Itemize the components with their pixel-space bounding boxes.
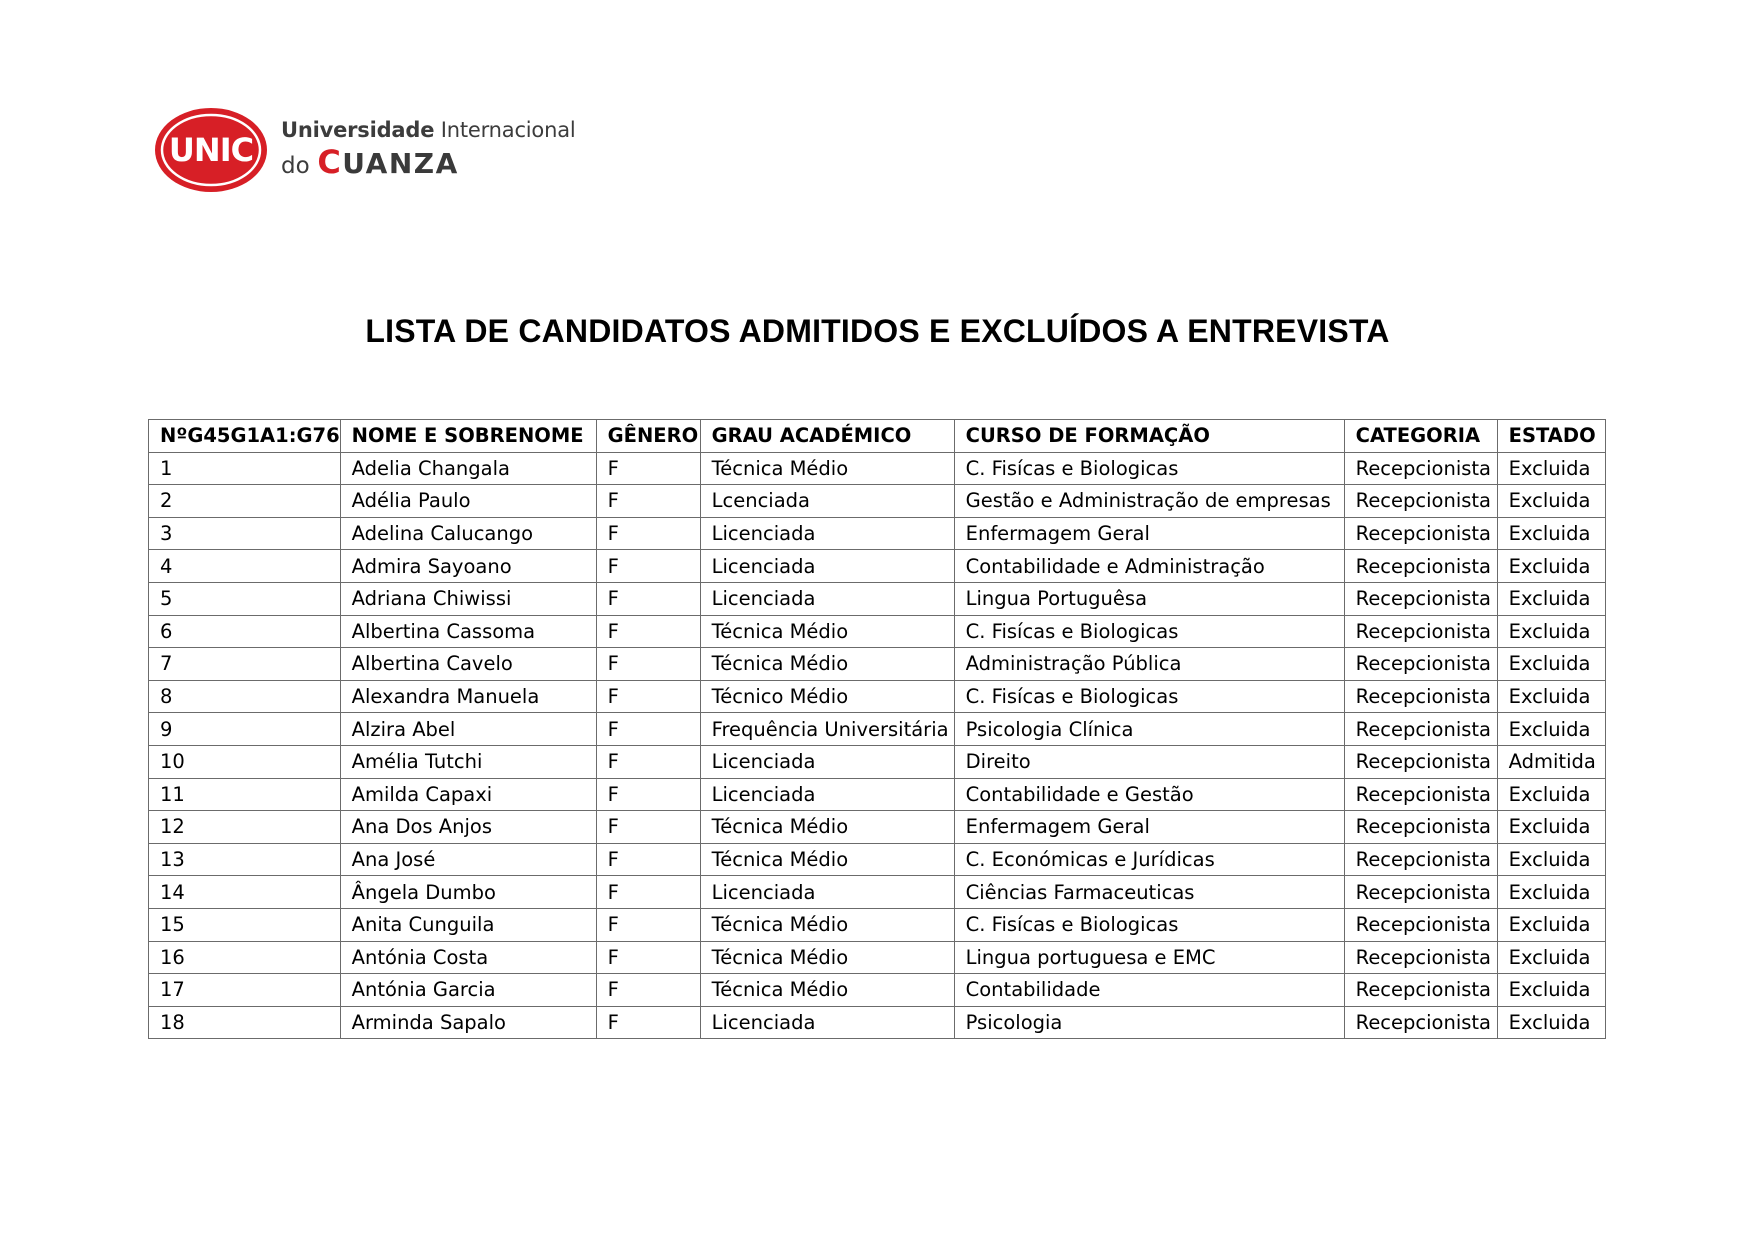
category-cell: Recepcionista bbox=[1344, 648, 1497, 681]
candidate-name-cell: Antónia Garcia bbox=[340, 974, 596, 1007]
table-header-row bbox=[149, 420, 1606, 453]
row-number-cell: 7 bbox=[149, 648, 341, 681]
table-row bbox=[149, 713, 1606, 746]
training-course-cell: Direito bbox=[954, 745, 1344, 778]
gender-cell: F bbox=[596, 745, 700, 778]
academic-degree-cell: Lcenciada bbox=[700, 485, 954, 518]
gender-cell: F bbox=[596, 550, 700, 583]
category-cell: Recepcionista bbox=[1344, 876, 1497, 909]
academic-degree-cell: Técnica Médio bbox=[700, 908, 954, 941]
training-course-cell: Psicologia bbox=[954, 1006, 1344, 1039]
table-row bbox=[149, 843, 1606, 876]
training-course-cell: C. Fisícas e Biologicas bbox=[954, 680, 1344, 713]
status-cell: Excluida bbox=[1497, 452, 1605, 485]
category-cell: Recepcionista bbox=[1344, 550, 1497, 583]
gender-cell: F bbox=[596, 615, 700, 648]
col-degree-header: GRAU ACADÉMICO bbox=[700, 420, 954, 453]
candidate-name-cell: Adélia Paulo bbox=[340, 485, 596, 518]
row-number-cell: 9 bbox=[149, 713, 341, 746]
col-category-header: CATEGORIA bbox=[1344, 420, 1497, 453]
candidate-name-cell: Anita Cunguila bbox=[340, 908, 596, 941]
university-logo bbox=[153, 105, 593, 195]
category-cell: Recepcionista bbox=[1344, 974, 1497, 1007]
logo-cuanza bbox=[317, 143, 459, 181]
gender-cell: F bbox=[596, 680, 700, 713]
status-cell: Admitida bbox=[1497, 745, 1605, 778]
academic-degree-cell: Técnica Médio bbox=[700, 974, 954, 1007]
status-cell: Excluida bbox=[1497, 843, 1605, 876]
status-cell: Excluida bbox=[1497, 876, 1605, 909]
col-name-header: NOME E SOBRENOME bbox=[340, 420, 596, 453]
candidates-table bbox=[148, 419, 1606, 1039]
candidate-name-cell: Antónia Costa bbox=[340, 941, 596, 974]
training-course-cell: Psicologia Clínica bbox=[954, 713, 1344, 746]
category-cell: Recepcionista bbox=[1344, 713, 1497, 746]
logo-mark-text: UNIC bbox=[168, 131, 254, 169]
training-course-cell: C. Fisícas e Biologicas bbox=[954, 908, 1344, 941]
training-course-cell: Contabilidade e Administração bbox=[954, 550, 1344, 583]
col-number-header: NºG45G1A1:G76 bbox=[149, 420, 341, 453]
training-course-cell: Administração Pública bbox=[954, 648, 1344, 681]
table-row bbox=[149, 745, 1606, 778]
table-body bbox=[149, 452, 1606, 1039]
table-row bbox=[149, 778, 1606, 811]
table-row bbox=[149, 648, 1606, 681]
candidate-name-cell: Amélia Tutchi bbox=[340, 745, 596, 778]
logo-universidade: Universidade bbox=[281, 118, 435, 142]
table-row bbox=[149, 974, 1606, 1007]
candidate-name-cell: Alexandra Manuela bbox=[340, 680, 596, 713]
logo-line-1 bbox=[281, 117, 576, 143]
candidate-name-cell: Ana Dos Anjos bbox=[340, 811, 596, 844]
academic-degree-cell: Técnica Médio bbox=[700, 615, 954, 648]
academic-degree-cell: Licenciada bbox=[700, 582, 954, 615]
table-row bbox=[149, 452, 1606, 485]
row-number-cell: 3 bbox=[149, 517, 341, 550]
row-number-cell: 10 bbox=[149, 745, 341, 778]
gender-cell: F bbox=[596, 974, 700, 1007]
academic-degree-cell: Licenciada bbox=[700, 778, 954, 811]
status-cell: Excluida bbox=[1497, 908, 1605, 941]
category-cell: Recepcionista bbox=[1344, 517, 1497, 550]
candidate-name-cell: Albertina Cavelo bbox=[340, 648, 596, 681]
training-course-cell: Enfermagem Geral bbox=[954, 811, 1344, 844]
col-gender-header: GÊNERO bbox=[596, 420, 700, 453]
status-cell: Excluida bbox=[1497, 517, 1605, 550]
candidate-name-cell: Albertina Cassoma bbox=[340, 615, 596, 648]
academic-degree-cell: Licenciada bbox=[700, 517, 954, 550]
gender-cell: F bbox=[596, 485, 700, 518]
status-cell: Excluida bbox=[1497, 615, 1605, 648]
category-cell: Recepcionista bbox=[1344, 843, 1497, 876]
candidate-name-cell: Adelia Changala bbox=[340, 452, 596, 485]
table-row bbox=[149, 1006, 1606, 1039]
candidate-name-cell: Adelina Calucango bbox=[340, 517, 596, 550]
training-course-cell: Enfermagem Geral bbox=[954, 517, 1344, 550]
candidate-name-cell: Adriana Chiwissi bbox=[340, 582, 596, 615]
category-cell: Recepcionista bbox=[1344, 1006, 1497, 1039]
logo-cuanza-rest: UANZA bbox=[342, 147, 459, 180]
logo-wordmark bbox=[281, 117, 576, 183]
table-row bbox=[149, 680, 1606, 713]
training-course-cell: C. Fisícas e Biologicas bbox=[954, 615, 1344, 648]
row-number-cell: 5 bbox=[149, 582, 341, 615]
table-row bbox=[149, 582, 1606, 615]
training-course-cell: C. Fisícas e Biologicas bbox=[954, 452, 1344, 485]
academic-degree-cell: Técnico Médio bbox=[700, 680, 954, 713]
gender-cell: F bbox=[596, 941, 700, 974]
candidate-name-cell: Ângela Dumbo bbox=[340, 876, 596, 909]
status-cell: Excluida bbox=[1497, 778, 1605, 811]
training-course-cell: Contabilidade e Gestão bbox=[954, 778, 1344, 811]
col-course-header: CURSO DE FORMAÇÃO bbox=[954, 420, 1344, 453]
training-course-cell: Ciências Farmaceuticas bbox=[954, 876, 1344, 909]
training-course-cell: Lingua portuguesa e EMC bbox=[954, 941, 1344, 974]
candidate-name-cell: Admira Sayoano bbox=[340, 550, 596, 583]
status-cell: Excluida bbox=[1497, 974, 1605, 1007]
category-cell: Recepcionista bbox=[1344, 615, 1497, 648]
table-row bbox=[149, 517, 1606, 550]
row-number-cell: 1 bbox=[149, 452, 341, 485]
logo-internacional: Internacional bbox=[440, 118, 576, 142]
status-cell: Excluida bbox=[1497, 648, 1605, 681]
logo-cuanza-initial: C bbox=[317, 143, 343, 181]
row-number-cell: 6 bbox=[149, 615, 341, 648]
logo-line-2 bbox=[281, 145, 576, 183]
training-course-cell: Lingua Portuguêsa bbox=[954, 582, 1344, 615]
row-number-cell: 16 bbox=[149, 941, 341, 974]
row-number-cell: 15 bbox=[149, 908, 341, 941]
status-cell: Excluida bbox=[1497, 1006, 1605, 1039]
table-row bbox=[149, 485, 1606, 518]
training-course-cell: C. Económicas e Jurídicas bbox=[954, 843, 1344, 876]
category-cell: Recepcionista bbox=[1344, 680, 1497, 713]
academic-degree-cell: Licenciada bbox=[700, 1006, 954, 1039]
academic-degree-cell: Técnica Médio bbox=[700, 843, 954, 876]
academic-degree-cell: Técnica Médio bbox=[700, 811, 954, 844]
row-number-cell: 14 bbox=[149, 876, 341, 909]
status-cell: Excluida bbox=[1497, 485, 1605, 518]
gender-cell: F bbox=[596, 908, 700, 941]
gender-cell: F bbox=[596, 713, 700, 746]
gender-cell: F bbox=[596, 648, 700, 681]
gender-cell: F bbox=[596, 1006, 700, 1039]
row-number-cell: 18 bbox=[149, 1006, 341, 1039]
status-cell: Excluida bbox=[1497, 811, 1605, 844]
candidate-name-cell: Arminda Sapalo bbox=[340, 1006, 596, 1039]
training-course-cell: Gestão e Administração de empresas bbox=[954, 485, 1344, 518]
training-course-cell: Contabilidade bbox=[954, 974, 1344, 1007]
gender-cell: F bbox=[596, 582, 700, 615]
document-title: LISTA DE CANDIDATOS ADMITIDOS E EXCLUÍDOS A ENTREVISTA bbox=[365, 313, 1390, 349]
category-cell: Recepcionista bbox=[1344, 452, 1497, 485]
category-cell: Recepcionista bbox=[1344, 941, 1497, 974]
academic-degree-cell: Técnica Médio bbox=[700, 648, 954, 681]
category-cell: Recepcionista bbox=[1344, 778, 1497, 811]
academic-degree-cell: Licenciada bbox=[700, 550, 954, 583]
academic-degree-cell: Técnica Médio bbox=[700, 452, 954, 485]
table-row bbox=[149, 876, 1606, 909]
unic-logo-mark bbox=[153, 105, 269, 195]
table-row bbox=[149, 550, 1606, 583]
table-row bbox=[149, 615, 1606, 648]
table-row bbox=[149, 908, 1606, 941]
row-number-cell: 4 bbox=[149, 550, 341, 583]
row-number-cell: 13 bbox=[149, 843, 341, 876]
gender-cell: F bbox=[596, 843, 700, 876]
category-cell: Recepcionista bbox=[1344, 485, 1497, 518]
candidate-name-cell: Ana José bbox=[340, 843, 596, 876]
status-cell: Excluida bbox=[1497, 941, 1605, 974]
row-number-cell: 17 bbox=[149, 974, 341, 1007]
gender-cell: F bbox=[596, 876, 700, 909]
academic-degree-cell: Técnica Médio bbox=[700, 941, 954, 974]
status-cell: Excluida bbox=[1497, 713, 1605, 746]
row-number-cell: 2 bbox=[149, 485, 341, 518]
gender-cell: F bbox=[596, 452, 700, 485]
academic-degree-cell: Licenciada bbox=[700, 876, 954, 909]
category-cell: Recepcionista bbox=[1344, 582, 1497, 615]
category-cell: Recepcionista bbox=[1344, 745, 1497, 778]
gender-cell: F bbox=[596, 778, 700, 811]
category-cell: Recepcionista bbox=[1344, 811, 1497, 844]
table-row bbox=[149, 811, 1606, 844]
logo-do: do bbox=[281, 153, 310, 179]
status-cell: Excluida bbox=[1497, 582, 1605, 615]
row-number-cell: 12 bbox=[149, 811, 341, 844]
academic-degree-cell: Licenciada bbox=[700, 745, 954, 778]
academic-degree-cell: Frequência Universitária bbox=[700, 713, 954, 746]
candidate-name-cell: Alzira Abel bbox=[340, 713, 596, 746]
gender-cell: F bbox=[596, 517, 700, 550]
status-cell: Excluida bbox=[1497, 550, 1605, 583]
category-cell: Recepcionista bbox=[1344, 908, 1497, 941]
col-status-header: ESTADO bbox=[1497, 420, 1605, 453]
row-number-cell: 11 bbox=[149, 778, 341, 811]
status-cell: Excluida bbox=[1497, 680, 1605, 713]
row-number-cell: 8 bbox=[149, 680, 341, 713]
candidate-name-cell: Amilda Capaxi bbox=[340, 778, 596, 811]
table-row bbox=[149, 941, 1606, 974]
gender-cell: F bbox=[596, 811, 700, 844]
